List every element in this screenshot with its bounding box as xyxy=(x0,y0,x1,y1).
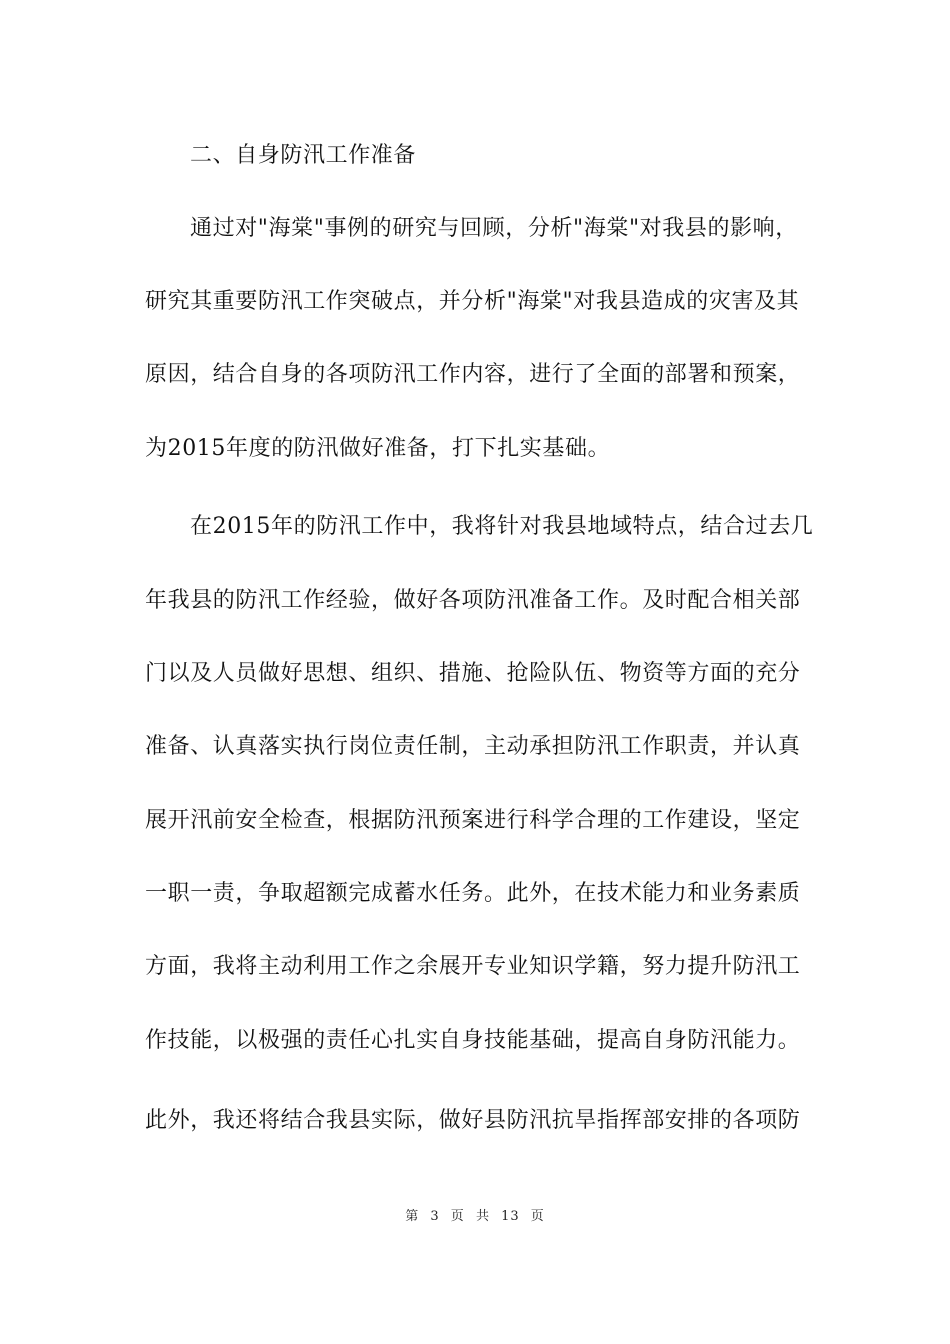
paragraph-line: 此外，我还将结合我县实际，做好县防汛抗旱指挥部安排的各项防 xyxy=(145,1108,801,1133)
footer-total-label: 共 xyxy=(475,1209,490,1224)
paragraph-line: 作技能，以极强的责任心扎实自身技能基础，提高自身防汛能力。 xyxy=(145,1028,801,1053)
footer-page-number: 3 xyxy=(430,1209,440,1224)
paragraph-line: 年我县的防汛工作经验，做好各项防汛准备工作。及时配合相关部 xyxy=(145,588,801,613)
paragraph-line: 通过对"海棠"事例的研究与回顾，分析"海棠"对我县的影响， xyxy=(190,216,798,241)
page-footer xyxy=(0,1208,950,1226)
footer-total-pages: 13 xyxy=(501,1209,520,1224)
paragraph-line: 原因，结合自身的各项防汛工作内容，进行了全面的部署和预案， xyxy=(145,362,801,387)
paragraph-line: 为2015年度的防汛做好准备，打下扎实基础。 xyxy=(145,436,611,461)
paragraph-line: 一职一责，争取超额完成蓄水任务。此外，在技术能力和业务素质 xyxy=(145,881,801,906)
paragraph-line: 门以及人员做好思想、组织、措施、抢险队伍、物资等方面的充分 xyxy=(145,661,801,686)
footer-page-unit: 页 xyxy=(450,1209,465,1224)
paragraph-line: 准备、认真落实执行岗位责任制，主动承担防汛工作职责，并认真 xyxy=(145,734,801,759)
footer-total-unit: 页 xyxy=(530,1209,545,1224)
paragraph-line: 展开汛前安全检查，根据防汛预案进行科学合理的工作建设，坚定 xyxy=(145,808,801,833)
section-heading: 二、自身防汛工作准备 xyxy=(190,143,417,168)
paragraph-line: 研究其重要防汛工作突破点，并分析"海棠"对我县造成的灾害及其 xyxy=(145,289,800,314)
paragraph-line: 在2015年的防汛工作中，我将针对我县地域特点，结合过去几 xyxy=(190,514,814,539)
paragraph-line: 方面，我将主动利用工作之余展开专业知识学籍，努力提升防汛工 xyxy=(145,954,801,979)
footer-page-label: 第 xyxy=(405,1209,420,1224)
